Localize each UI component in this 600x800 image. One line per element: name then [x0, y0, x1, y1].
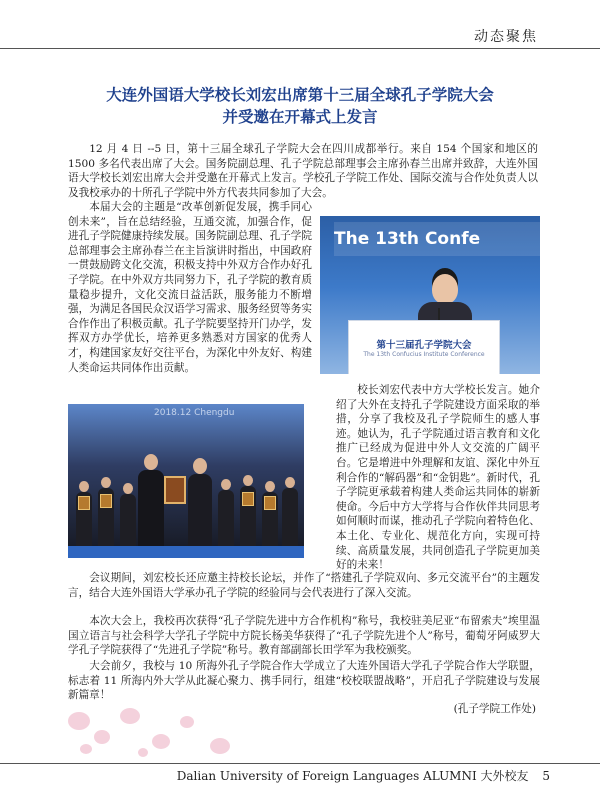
award-certificate [164, 476, 186, 504]
background-person [282, 488, 298, 548]
blossom-petal [180, 716, 194, 728]
background-person [120, 494, 136, 548]
speaker-photo [320, 216, 540, 374]
paragraph-theme: 本届大会的主题是“改革创新促发展，携手同心创未来”，旨在总结经验，互通交流，加强合作，促进孔子学院健康持续发展。国务院副总理、孔子学院总部理事会主席孙春兰在主旨演讲时指出，中国政府一贯鼓励跨文化交流，积极支持中外双方合作办好孔子学院。在中外双方共同努力下，孔子学院的教育质量稳步提升，文化交流日益活跃，服务能力不断增强，为满足各国民众汉语学习需求、服务经贸等务实合作作出了积极贡献。孔子学院要坚持开门办学，发挥双方办学优长，培养更多熟悉对方国家的优秀人才，构建国家友好交往平台，为深化中外友好、构建人类命运共同体作出贡献。 [68, 201, 312, 374]
paragraph-president-speech: 校长刘宏代表中方大学校长发言。她介绍了大外在支持孔子学院建设方面采取的举措，分享了我校及孔子学院师生的感人事迹。她认为，孔子学院通过语言教育和文化推广已经成为促进中外人文交流的广阔平台。它是增进中外理解和友谊、深化中外互利合作的“解码器”和“金钥匙”。新时代，孔子学院更承载着构建人类命运共同体的崭新使命。今后中方大学将与合作伙伴共同思考如何顺时而谋，推动孔子学院向着特色化、本土化、专业化、规范化方向，实现可持续、高质量发展，共同创造孔子学院更加美好的未来！ [336, 384, 540, 572]
podium-subtitle: The 13th Confucius Institute Conference [363, 351, 485, 358]
blossom-petal [152, 734, 170, 749]
blossom-petal [138, 748, 148, 757]
publication-name: Dalian University of Foreign Languages ALUMNI 大外校友 [176, 769, 529, 783]
paragraph-forum: 会议期间，刘宏校长还应邀主持校长论坛，并作了“搭建孔子学院双向、多元交流平台”的主题发言，结合大连外国语大学承办孔子学院的经验同与会代表进行了深入交流。 [68, 572, 540, 599]
presenter-figure [138, 470, 164, 548]
paragraph-alliance: 大会前夕，我校与 10 所海外孔子学院合作大学成立了大连外国语大学孔子学院合作大学联盟，标志着 11 所海内外大学从此凝心聚力、携手同行，组建“校校联盟战略”，开启孔子学院建设与发展新篇章！ [68, 660, 540, 702]
conference-banner: The 13th Confe [334, 222, 540, 256]
award-frame [100, 494, 112, 508]
article-title [40, 84, 560, 128]
recipient-figure [188, 474, 212, 548]
award-ceremony-photo [68, 404, 304, 558]
title-line-2: 并受邀在开幕式上发言 [222, 107, 378, 126]
podium-title: 第十三届孔子学院大会 [376, 340, 472, 351]
blossom-petal [210, 738, 230, 754]
paragraph-intro: 12 月 4 日 --5 日，第十三届全球孔子学院大会在四川成都举行。来自 154 个国家和地区的 1500 多名代表出席了大会。国务院副总理、孔子学院总部理事会主席孙春兰出席并致辞，大连外国语大学校长刘宏出席大会并受邀在开幕式上发言。学校孔子学院工作处、国际交流与合作处负责人以及我校承办的十所孔子学院中外方代表共同参加了大会。 [68, 143, 538, 199]
stage [68, 546, 304, 558]
footer-divider [0, 763, 600, 764]
page-footer [177, 767, 550, 784]
award-frame [78, 496, 90, 510]
award-frame [264, 496, 276, 510]
podium [348, 320, 500, 374]
section-header: 动态聚焦 [474, 29, 538, 45]
award-frame [242, 492, 254, 506]
ceremony-banner: 2018.12 Chengdu [154, 408, 235, 418]
background-person [218, 490, 234, 548]
speaker-figure-head [432, 274, 458, 304]
blossom-petal [68, 712, 90, 730]
page-number: 5 [542, 769, 550, 783]
header-divider [0, 48, 600, 49]
paragraph-awards: 本次大会上，我校再次获得“孔子学院先进中方合作机构”称号，我校驻美尼亚“布留索夫”埃里温国立语言与社会科学大学孔子学院中方院长杨美华获得了“孔子学院先进个人”称号，葡萄牙阿威罗大学孔子学院获得了“先进孔子学院”称号。教育部副部长田学军为我校颁奖。 [68, 615, 540, 657]
blossom-petal [80, 744, 92, 754]
blossom-petal [120, 708, 140, 724]
blossom-petal [94, 730, 110, 744]
title-line-1: 大连外国语大学校长刘宏出席第十三届全球孔子学院大会 [106, 85, 494, 104]
article-signoff: (孔子学院工作处) [453, 703, 536, 715]
